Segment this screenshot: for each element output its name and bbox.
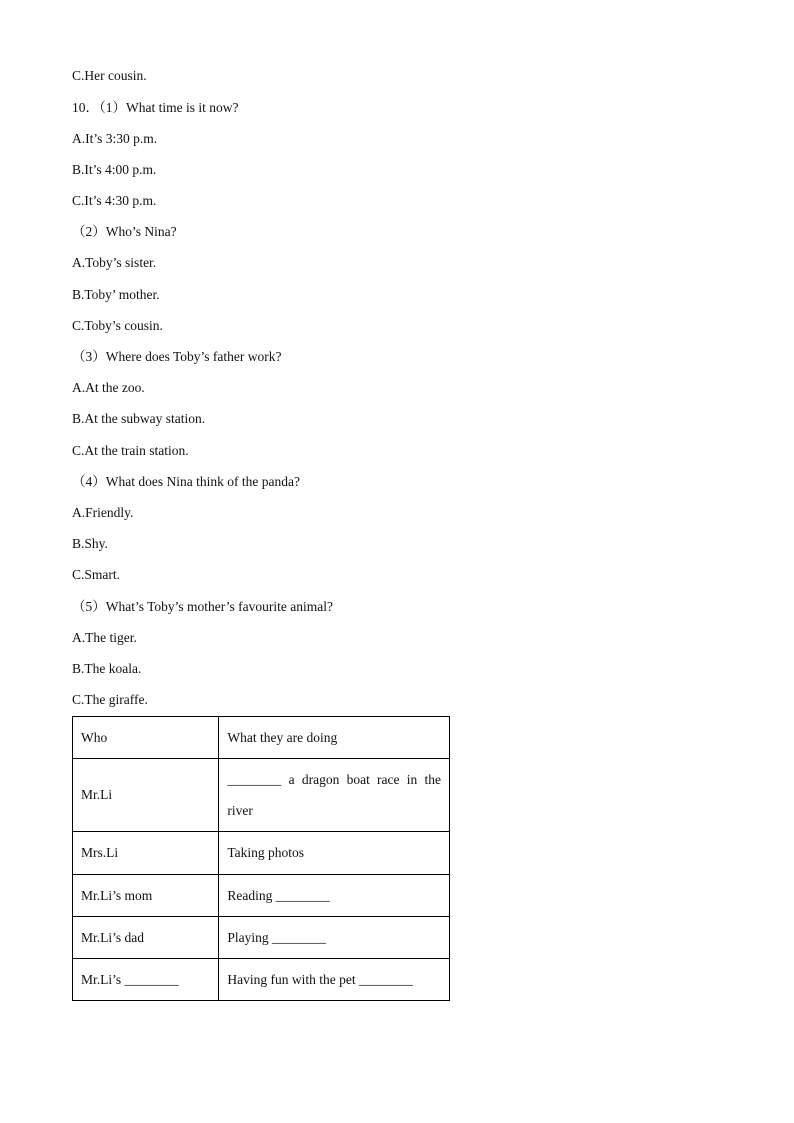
question-part-5: （5）What’s Toby’s mother’s favourite animal?	[72, 599, 334, 614]
option-c: C.The giraffe.	[72, 692, 148, 707]
option-a: A.Toby’s sister.	[72, 255, 157, 270]
option-c-her-cousin: C.Her cousin.	[72, 68, 147, 83]
cell-who: Mr.Li’s mom	[73, 875, 219, 917]
cell-doing: Having fun with the pet ________	[219, 959, 450, 1001]
cell-who: Mr.Li’s dad	[73, 917, 219, 959]
option-b: B.At the subway station.	[72, 411, 206, 426]
option-a: A.Friendly.	[72, 505, 134, 520]
cell-who: Mr.Li’s ________	[73, 959, 219, 1001]
header-who: Who	[73, 717, 219, 759]
option-b: B.It’s 4:00 p.m.	[72, 162, 157, 177]
cell-doing: Taking photos	[219, 832, 450, 875]
table-row	[73, 832, 450, 875]
table-header-row	[73, 717, 450, 759]
table-row	[73, 759, 450, 832]
cell-who: Mrs.Li	[73, 832, 219, 875]
option-a: A.It’s 3:30 p.m.	[72, 131, 158, 146]
question-10-part-1: 10．（1）What time is it now?	[72, 100, 239, 115]
question-part-2: （2）Who’s Nina?	[72, 224, 177, 239]
table-row	[73, 959, 450, 1001]
option-c: C.It’s 4:30 p.m.	[72, 193, 157, 208]
option-a: A.The tiger.	[72, 630, 137, 645]
option-b: B.The koala.	[72, 661, 142, 676]
header-what-they-are-doing: What they are doing	[219, 717, 450, 759]
option-c: C.Toby’s cousin.	[72, 318, 163, 333]
cell-who: Mr.Li	[73, 759, 219, 832]
cell-doing: ________ a dragon boat race in the river	[219, 759, 450, 832]
cell-doing: Playing ________	[219, 917, 450, 959]
option-b: B.Shy.	[72, 536, 108, 551]
option-c: C.Smart.	[72, 567, 121, 582]
activity-table	[72, 716, 450, 1001]
option-c: C.At the train station.	[72, 443, 189, 458]
cell-doing: Reading ________	[219, 875, 450, 917]
option-a: A.At the zoo.	[72, 380, 145, 395]
question-part-4: （4）What does Nina think of the panda?	[72, 474, 300, 489]
question-part-3: （3）Where does Toby’s father work?	[72, 349, 282, 364]
option-b: B.Toby’ mother.	[72, 287, 160, 302]
table-row	[73, 875, 450, 917]
table-row	[73, 917, 450, 959]
